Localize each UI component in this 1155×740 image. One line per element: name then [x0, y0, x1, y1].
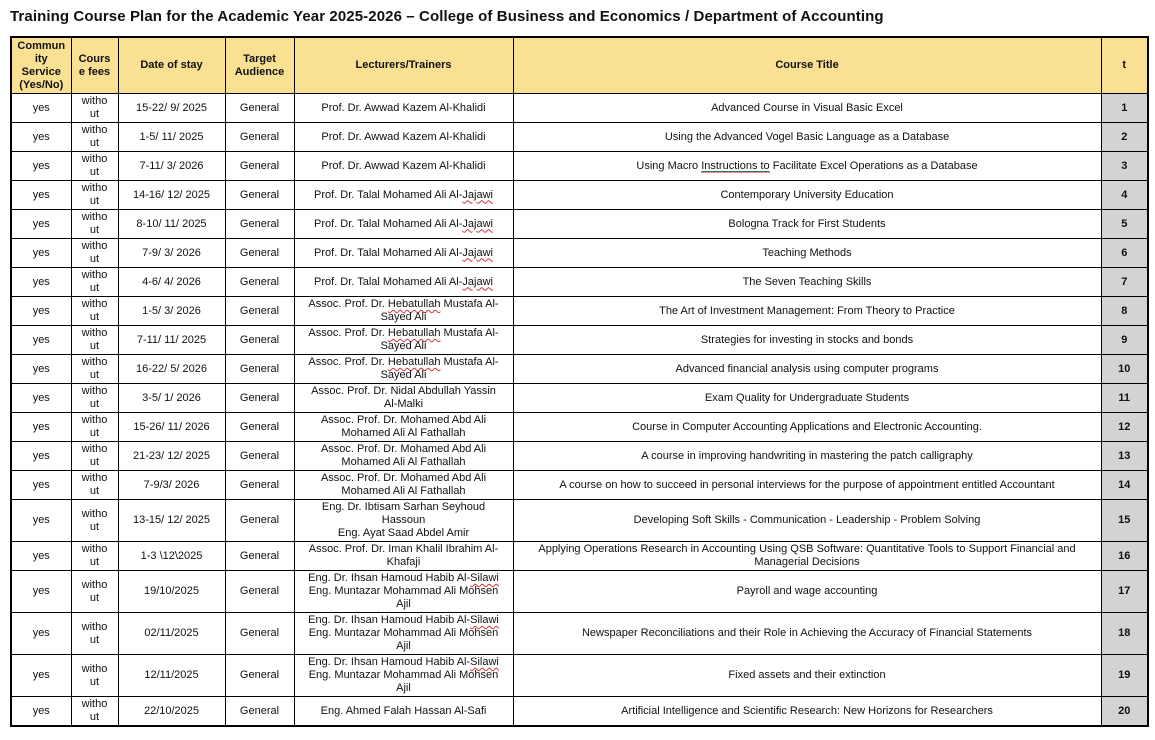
cell-lecturers	[294, 655, 513, 697]
cell-lecturers	[294, 500, 513, 542]
cell-course-title: Developing Soft Skills - Communication - Leadership - Problem Solving	[513, 500, 1101, 542]
cell-course-fees: without	[71, 210, 118, 239]
cell-date-of-stay: 3-5/ 1/ 2026	[118, 384, 225, 413]
spellcheck-squiggle: Jajawi	[462, 188, 493, 201]
spellcheck-squiggle: Jajawi	[462, 217, 493, 230]
cell-target-audience: General	[225, 355, 294, 384]
table-row	[11, 697, 1148, 727]
cell-target-audience: General	[225, 613, 294, 655]
cell-course-fees: without	[71, 442, 118, 471]
table-row	[11, 326, 1148, 355]
cell-course-fees: without	[71, 326, 118, 355]
cell-date-of-stay: 19/10/2025	[118, 571, 225, 613]
cell-date-of-stay: 1-5/ 3/ 2026	[118, 297, 225, 326]
cell-lecturers	[294, 571, 513, 613]
cell-community-service: yes	[11, 268, 71, 297]
lecturer-name: Prof. Dr. Awwad Kazem Al-Khalidi	[321, 159, 486, 172]
cell-row-number: 16	[1101, 542, 1148, 571]
lecturer-name: Eng. Dr. Ibtisam Sarhan Seyhoud Hassoun	[321, 501, 486, 526]
cell-row-number: 3	[1101, 152, 1148, 181]
table-row	[11, 384, 1148, 413]
lecturer-name: Eng. Ayat Saad Abdel Amir	[337, 527, 470, 539]
cell-course-title: Contemporary University Education	[513, 181, 1101, 210]
table-row	[11, 268, 1148, 297]
col-header-course-fees	[71, 37, 118, 94]
cell-target-audience: General	[225, 442, 294, 471]
cell-course-title: The Art of Investment Management: From Theory to Practice	[513, 297, 1101, 326]
cell-date-of-stay: 7-9/ 3/ 2026	[118, 239, 225, 268]
lecturer-name: Assoc. Prof. Dr. Mohamed Abd Ali Mohamed Ali Al Fathallah	[320, 472, 487, 497]
table-row	[11, 94, 1148, 123]
cell-community-service: yes	[11, 181, 71, 210]
cell-lecturers	[294, 152, 513, 181]
cell-course-title: A course on how to succeed in personal interviews for the purpose of appointment entitled Accountant	[513, 471, 1101, 500]
cell-course-title: Using Macro Instructions to Facilitate Excel Operations as a Database	[513, 152, 1101, 181]
col-header-lecturers-trainers: Lecturers/Trainers	[294, 37, 513, 94]
spellcheck-squiggle: Jajawi	[462, 246, 493, 259]
cell-row-number: 11	[1101, 384, 1148, 413]
lecturer-name: Assoc. Prof. Dr. Mohamed Abd Ali Mohamed Ali Al Fathallah	[320, 443, 487, 468]
lecturer-name: Prof. Dr. Talal Mohamed Ali Al-Jajawi	[314, 188, 493, 201]
lecturer-name: Eng. Muntazar Mohammad Ali Mohsen Ajil	[308, 627, 499, 652]
cell-target-audience: General	[225, 655, 294, 697]
cell-course-title: Advanced financial analysis using computer programs	[513, 355, 1101, 384]
cell-date-of-stay: 7-9/3/ 2026	[118, 471, 225, 500]
table-row	[11, 123, 1148, 152]
cell-course-title: Teaching Methods	[513, 239, 1101, 268]
lecturer-name: Assoc. Prof. Dr. Iman Khalil Ibrahim Al-Khafaji	[308, 543, 499, 568]
cell-date-of-stay: 13-15/ 12/ 2025	[118, 500, 225, 542]
col-header-course-title: Course Title	[513, 37, 1101, 94]
cell-row-number: 20	[1101, 697, 1148, 727]
cell-target-audience: General	[225, 326, 294, 355]
cell-community-service: yes	[11, 542, 71, 571]
lecturer-name: Assoc. Prof. Dr. Hebatullah Mustafa Al-Sayed Ali	[308, 356, 499, 381]
cell-course-title: A course in improving handwriting in mastering the patch calligraphy	[513, 442, 1101, 471]
cell-course-title: Advanced Course in Visual Basic Excel	[513, 94, 1101, 123]
cell-community-service: yes	[11, 384, 71, 413]
cell-course-fees: without	[71, 239, 118, 268]
col-header-course-fees-label: Course fees	[78, 52, 111, 78]
lecturer-name: Prof. Dr. Talal Mohamed Ali Al-Jajawi	[314, 246, 493, 259]
table-row	[11, 152, 1148, 181]
cell-target-audience: General	[225, 123, 294, 152]
cell-community-service: yes	[11, 697, 71, 727]
table-row	[11, 413, 1148, 442]
cell-course-fees: without	[71, 471, 118, 500]
cell-row-number: 17	[1101, 571, 1148, 613]
cell-course-fees: without	[71, 355, 118, 384]
cell-date-of-stay: 12/11/2025	[118, 655, 225, 697]
col-header-target-audience: Target Audience	[225, 37, 294, 94]
spellcheck-squiggle: Jajawi	[462, 275, 493, 288]
cell-date-of-stay: 7-11/ 11/ 2025	[118, 326, 225, 355]
lecturer-name: Eng. Dr. Ihsan Hamoud Habib Al-Silawi	[308, 572, 499, 584]
col-header-date-of-stay: Date of stay	[118, 37, 225, 94]
cell-course-title: Using the Advanced Vogel Basic Language as a Database	[513, 123, 1101, 152]
table-row	[11, 181, 1148, 210]
spellcheck-squiggle: Silawi	[470, 614, 499, 626]
cell-date-of-stay: 14-16/ 12/ 2025	[118, 181, 225, 210]
spellcheck-squiggle: Silawi	[470, 656, 499, 668]
cell-course-fees: without	[71, 571, 118, 613]
cell-lecturers	[294, 413, 513, 442]
cell-lecturers	[294, 542, 513, 571]
cell-course-title: The Seven Teaching Skills	[513, 268, 1101, 297]
cell-date-of-stay: 22/10/2025	[118, 697, 225, 727]
lecturer-name: Assoc. Prof. Dr. Mohamed Abd Ali Mohamed Ali Al Fathallah	[320, 414, 487, 439]
cell-course-title: Exam Quality for Undergraduate Students	[513, 384, 1101, 413]
table-row	[11, 613, 1148, 655]
cell-row-number: 2	[1101, 123, 1148, 152]
cell-lecturers	[294, 471, 513, 500]
cell-course-fees: without	[71, 413, 118, 442]
cell-course-title: Applying Operations Research in Accounting Using QSB Software: Quantitative Tools to Support Financial and Managerial Decisions	[513, 542, 1101, 571]
cell-lecturers	[294, 268, 513, 297]
cell-community-service: yes	[11, 152, 71, 181]
spellcheck-squiggle: Silawi	[470, 572, 499, 584]
cell-community-service: yes	[11, 571, 71, 613]
lecturer-name: Eng. Muntazar Mohammad Ali Mohsen Ajil	[308, 669, 499, 694]
cell-target-audience: General	[225, 542, 294, 571]
table-row	[11, 210, 1148, 239]
cell-lecturers	[294, 697, 513, 727]
cell-row-number: 15	[1101, 500, 1148, 542]
cell-date-of-stay: 02/11/2025	[118, 613, 225, 655]
table-row	[11, 442, 1148, 471]
cell-community-service: yes	[11, 239, 71, 268]
cell-row-number: 1	[1101, 94, 1148, 123]
cell-date-of-stay: 1-3 \12\2025	[118, 542, 225, 571]
cell-lecturers	[294, 384, 513, 413]
cell-target-audience: General	[225, 94, 294, 123]
cell-date-of-stay: 4-6/ 4/ 2026	[118, 268, 225, 297]
cell-course-title: Bologna Track for First Students	[513, 210, 1101, 239]
cell-row-number: 14	[1101, 471, 1148, 500]
cell-course-title: Strategies for investing in stocks and bonds	[513, 326, 1101, 355]
cell-lecturers	[294, 239, 513, 268]
lecturer-name: Eng. Dr. Ihsan Hamoud Habib Al-Silawi	[308, 656, 499, 668]
cell-community-service: yes	[11, 471, 71, 500]
cell-course-fees: without	[71, 123, 118, 152]
cell-target-audience: General	[225, 697, 294, 727]
cell-target-audience: General	[225, 571, 294, 613]
cell-row-number: 6	[1101, 239, 1148, 268]
cell-community-service: yes	[11, 355, 71, 384]
lecturer-name: Prof. Dr. Awwad Kazem Al-Khalidi	[321, 101, 486, 114]
cell-date-of-stay: 15-22/ 9/ 2025	[118, 94, 225, 123]
cell-community-service: yes	[11, 442, 71, 471]
table-row	[11, 500, 1148, 542]
col-header-community-service-label: Community Service (Yes/No)	[17, 39, 66, 91]
table-row	[11, 239, 1148, 268]
cell-row-number: 5	[1101, 210, 1148, 239]
cell-date-of-stay: 1-5/ 11/ 2025	[118, 123, 225, 152]
cell-target-audience: General	[225, 413, 294, 442]
cell-community-service: yes	[11, 326, 71, 355]
cell-target-audience: General	[225, 297, 294, 326]
col-header-community-service	[11, 37, 71, 94]
cell-course-title: Artificial Intelligence and Scientific Research: New Horizons for Researchers	[513, 697, 1101, 727]
cell-row-number: 10	[1101, 355, 1148, 384]
cell-row-number: 19	[1101, 655, 1148, 697]
cell-row-number: 4	[1101, 181, 1148, 210]
cell-course-fees: without	[71, 94, 118, 123]
cell-target-audience: General	[225, 471, 294, 500]
cell-course-fees: without	[71, 268, 118, 297]
cell-target-audience: General	[225, 384, 294, 413]
cell-course-fees: without	[71, 500, 118, 542]
cell-row-number: 8	[1101, 297, 1148, 326]
cell-date-of-stay: 7-11/ 3/ 2026	[118, 152, 225, 181]
cell-row-number: 7	[1101, 268, 1148, 297]
table-row	[11, 571, 1148, 613]
course-table-body	[11, 94, 1148, 727]
spellcheck-squiggle: Hebatullah	[387, 327, 441, 339]
cell-course-fees: without	[71, 297, 118, 326]
cell-course-title: Fixed assets and their extinction	[513, 655, 1101, 697]
cell-lecturers	[294, 94, 513, 123]
lecturer-name: Prof. Dr. Talal Mohamed Ali Al-Jajawi	[314, 217, 493, 230]
cell-lecturers	[294, 297, 513, 326]
table-row	[11, 355, 1148, 384]
cell-course-fees: without	[71, 697, 118, 727]
cell-course-title: Payroll and wage accounting	[513, 571, 1101, 613]
cell-community-service: yes	[11, 655, 71, 697]
cell-row-number: 18	[1101, 613, 1148, 655]
cell-community-service: yes	[11, 297, 71, 326]
cell-course-fees: without	[71, 613, 118, 655]
cell-course-fees: without	[71, 181, 118, 210]
cell-row-number: 9	[1101, 326, 1148, 355]
table-row	[11, 655, 1148, 697]
cell-community-service: yes	[11, 94, 71, 123]
cell-lecturers	[294, 210, 513, 239]
table-row	[11, 542, 1148, 571]
cell-lecturers	[294, 181, 513, 210]
cell-target-audience: General	[225, 500, 294, 542]
lecturer-name: Eng. Ahmed Falah Hassan Al-Safi	[320, 704, 487, 717]
col-header-number: t	[1101, 37, 1148, 94]
table-row	[11, 471, 1148, 500]
cell-course-title: Newspaper Reconciliations and their Role in Achieving the Accuracy of Financial Statements	[513, 613, 1101, 655]
cell-lecturers	[294, 326, 513, 355]
cell-lecturers	[294, 613, 513, 655]
cell-lecturers	[294, 355, 513, 384]
cell-course-fees: without	[71, 542, 118, 571]
cell-row-number: 12	[1101, 413, 1148, 442]
cell-community-service: yes	[11, 500, 71, 542]
cell-date-of-stay: 15-26/ 11/ 2026	[118, 413, 225, 442]
cell-lecturers	[294, 123, 513, 152]
cell-date-of-stay: 8-10/ 11/ 2025	[118, 210, 225, 239]
cell-target-audience: General	[225, 239, 294, 268]
cell-target-audience: General	[225, 181, 294, 210]
cell-target-audience: General	[225, 210, 294, 239]
table-row	[11, 297, 1148, 326]
cell-community-service: yes	[11, 123, 71, 152]
cell-course-fees: without	[71, 152, 118, 181]
lecturer-name: Eng. Dr. Ihsan Hamoud Habib Al-Silawi	[308, 614, 499, 626]
cell-target-audience: General	[225, 152, 294, 181]
cell-community-service: yes	[11, 613, 71, 655]
cell-course-title: Course in Computer Accounting Applications and Electronic Accounting.	[513, 413, 1101, 442]
header-row	[11, 37, 1148, 94]
lecturer-name: Assoc. Prof. Dr. Hebatullah Mustafa Al-Sayed Ali	[308, 298, 499, 323]
underlined-inserted-text: Instructions to	[701, 159, 770, 172]
cell-community-service: yes	[11, 210, 71, 239]
cell-target-audience: General	[225, 268, 294, 297]
page-title: Training Course Plan for the Academic Year 2025-2026 – College of Business and Economics / Department of Accounting	[10, 8, 884, 25]
course-plan-table	[10, 36, 1149, 727]
cell-date-of-stay: 16-22/ 5/ 2026	[118, 355, 225, 384]
cell-lecturers	[294, 442, 513, 471]
lecturer-name: Prof. Dr. Talal Mohamed Ali Al-Jajawi	[314, 275, 493, 288]
lecturer-name: Assoc. Prof. Dr. Nidal Abdullah Yassin Al-Malki	[311, 385, 496, 410]
cell-course-fees: without	[71, 655, 118, 697]
lecturer-name: Eng. Muntazar Mohammad Ali Mohsen Ajil	[308, 585, 499, 610]
cell-date-of-stay: 21-23/ 12/ 2025	[118, 442, 225, 471]
spellcheck-squiggle: Hebatullah	[387, 298, 441, 310]
cell-row-number: 13	[1101, 442, 1148, 471]
cell-course-fees: without	[71, 384, 118, 413]
spellcheck-squiggle: Hebatullah	[387, 356, 441, 368]
lecturer-name: Assoc. Prof. Dr. Hebatullah Mustafa Al-Sayed Ali	[308, 327, 499, 352]
cell-community-service: yes	[11, 413, 71, 442]
lecturer-name: Prof. Dr. Awwad Kazem Al-Khalidi	[321, 130, 486, 143]
